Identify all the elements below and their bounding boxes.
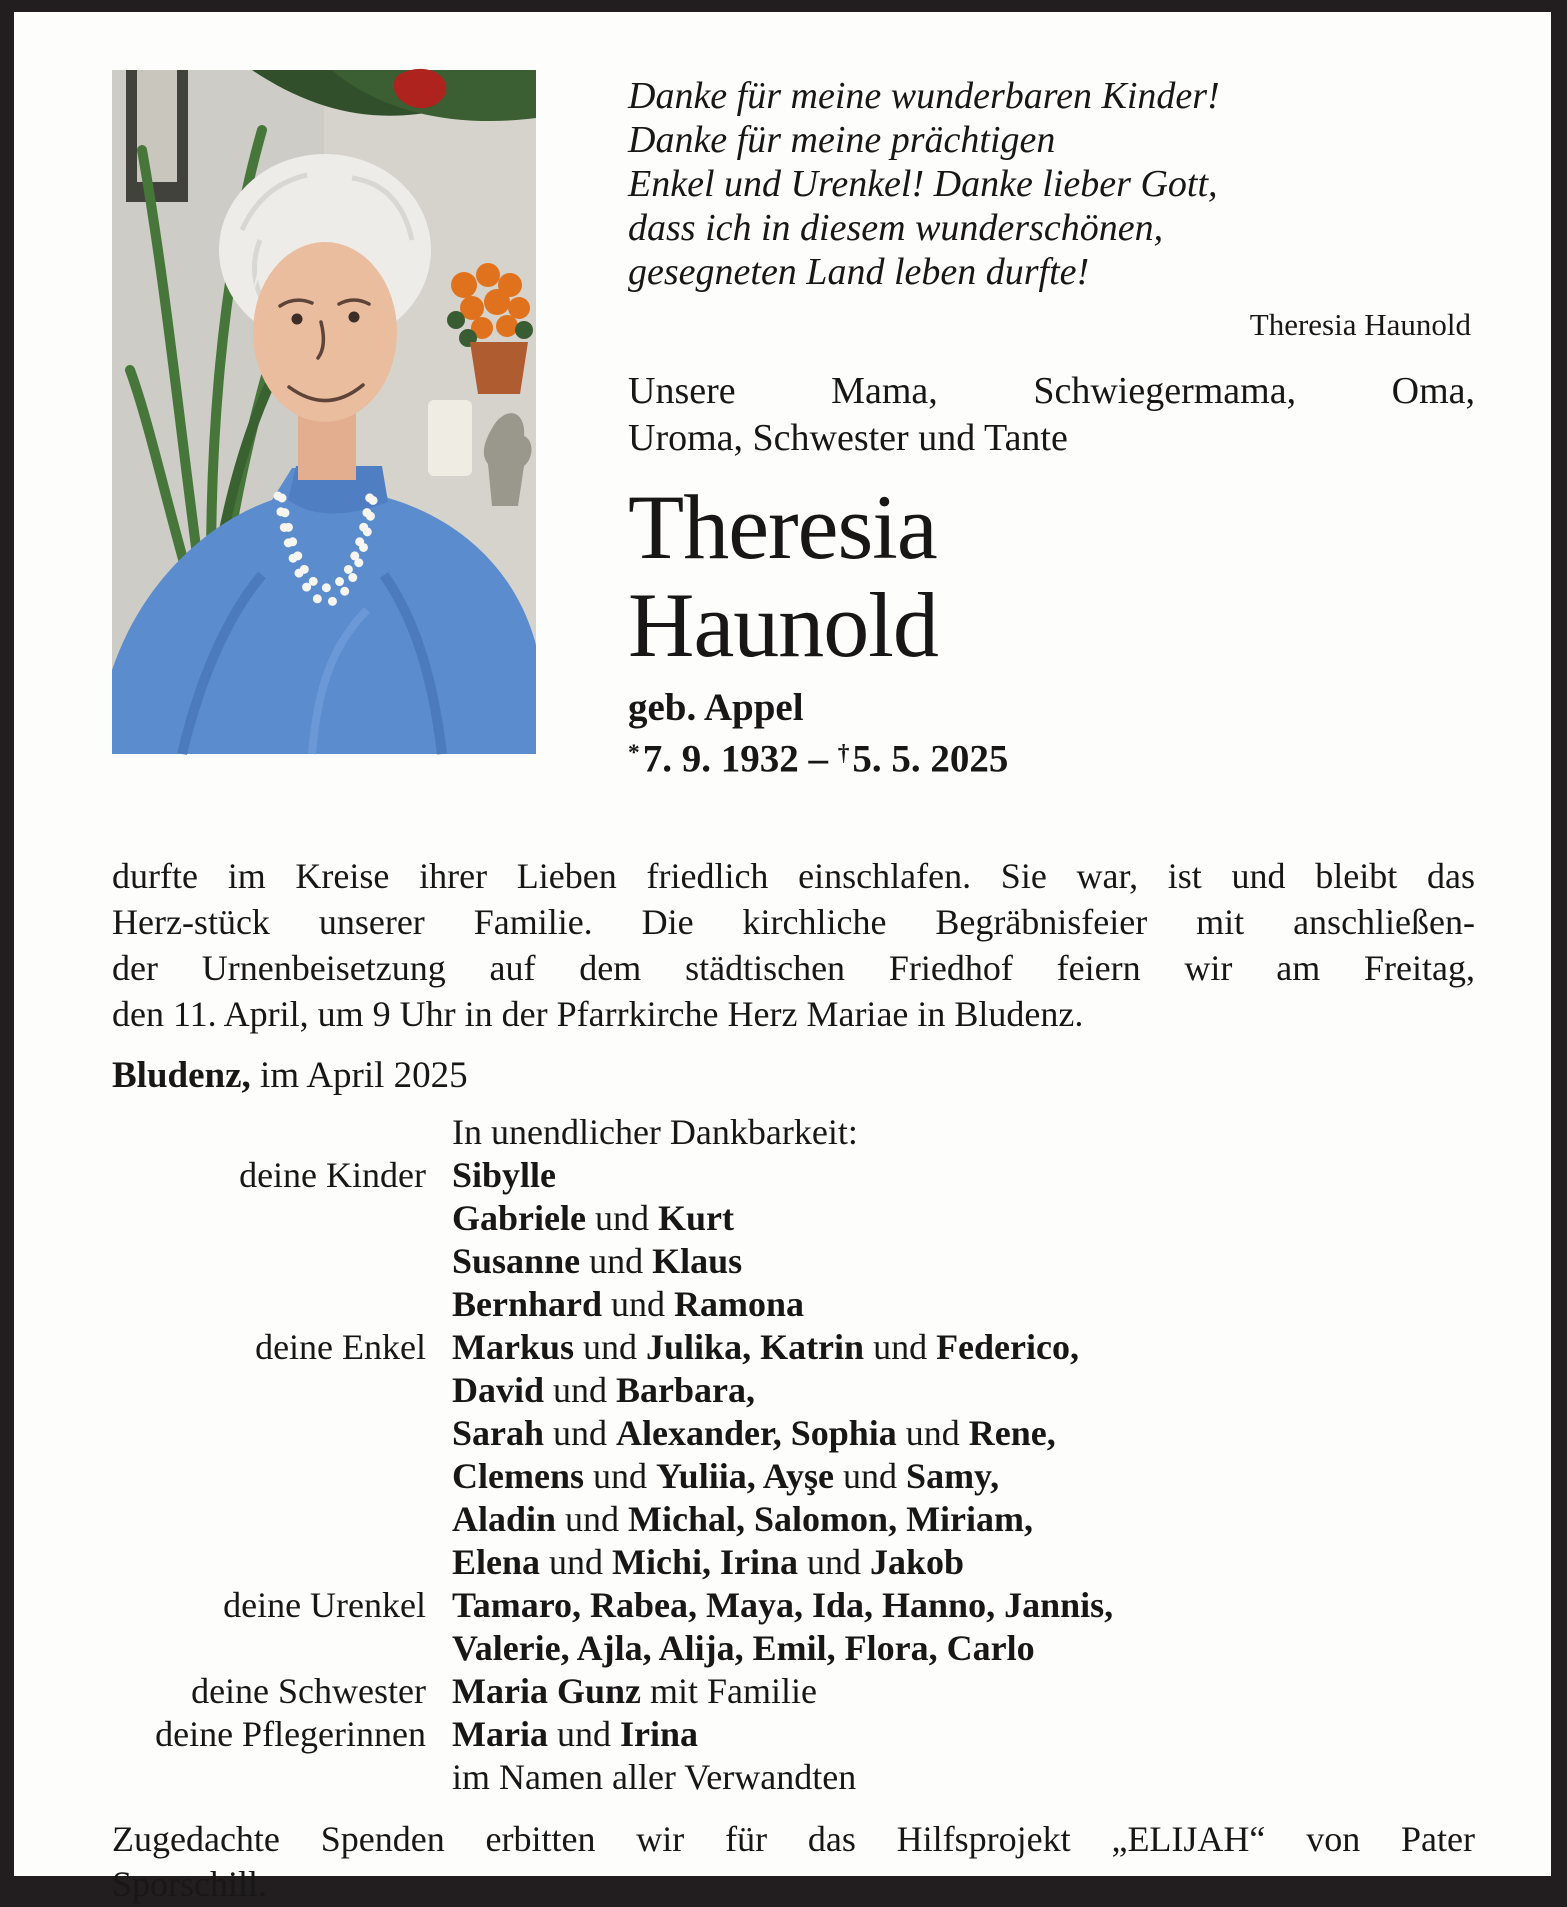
family-names-line: Susanne und Klaus — [452, 1240, 743, 1281]
text-line: Uroma, Schwester und Tante — [628, 417, 1068, 459]
text-line: den 11. April, um 9 Uhr in der Pfarrkirche Herz Mariae in Bludenz. — [112, 993, 1084, 1034]
family-names — [452, 1713, 1475, 1756]
farewell-quote — [628, 74, 1475, 294]
family-role-label — [112, 1756, 426, 1799]
family-names-line: im Namen aller Verwandten — [452, 1756, 857, 1797]
text-line: Zugedachte Spenden erbitten wir für das Hilfsprojekt „ELIJAH“ von Pater — [112, 1818, 1475, 1859]
family-names — [452, 1756, 1475, 1799]
family-names-line: Clemens und Yuliia, Ayşe und Samy, — [452, 1455, 1000, 1496]
deceased-first-name: Theresia — [628, 476, 937, 578]
portrait-photo — [112, 70, 536, 754]
picture-frame-corner — [126, 70, 188, 202]
family-role-label: deine Urenkel — [223, 1584, 426, 1625]
family-names-line: Elena und Michi, Irina und Jakob — [452, 1541, 965, 1582]
quote-attribution: Theresia Haunold — [1249, 307, 1471, 342]
deceased-name — [628, 478, 1475, 674]
family-names-line: Gabriele und Kurt — [452, 1197, 734, 1238]
terracotta-pot — [470, 342, 528, 394]
family-names-line: David und Barbara, — [452, 1369, 756, 1410]
deceased-last-name: Haunold — [628, 574, 938, 676]
family-names-line: In unendlicher Dankbarkeit: — [452, 1111, 858, 1152]
family-names-line: Sibylle — [452, 1154, 557, 1195]
text-line: Danke für meine prächtigen — [628, 119, 1056, 161]
family-names-line: Maria und Irina — [452, 1713, 698, 1754]
text-line: gesegneten Land leben durfte! — [628, 251, 1090, 293]
text-line: Danke für meine wunderbaren Kinder! — [628, 75, 1220, 117]
text-line: Unsere Mama, Schwiegermama, Oma, — [628, 370, 1475, 412]
family-names-line: Bernhard und Ramona — [452, 1283, 805, 1324]
relatives-line — [628, 368, 1475, 462]
family-role-label: deine Schwester — [191, 1670, 426, 1711]
text-line: durfte im Kreise ihrer Lieben friedlich einschlafen. Sie war, ist und bleibt das — [112, 855, 1475, 896]
family-role-label — [112, 1111, 426, 1154]
portrait-photo-illustration — [112, 70, 536, 754]
header-text-column — [628, 70, 1475, 783]
funeral-announcement — [112, 853, 1475, 1037]
family-names — [452, 1154, 1475, 1326]
birth-date: 7. 9. 1932 — [642, 737, 799, 781]
place: Bludenz, — [112, 1054, 251, 1096]
family-names-line: Valerie, Ajla, Alija, Emil, Flora, Carlo — [452, 1627, 1035, 1668]
death-symbol: † — [837, 740, 850, 766]
family-names — [452, 1584, 1475, 1670]
text-line: Herz-stück unserer Familie. Die kirchliche Begräbnisfeier mit anschließen- — [112, 901, 1475, 942]
family-names-line: Maria Gunz mit Familie — [452, 1670, 817, 1711]
birth-symbol: * — [628, 740, 640, 766]
dates-separator: – — [798, 737, 838, 781]
family-role-label: deine Kinder — [239, 1154, 426, 1195]
family-role-label: deine Pflegerinnen — [155, 1713, 426, 1754]
family-names — [452, 1326, 1475, 1584]
text-line: dass ich in diesem wunderschönen, — [628, 207, 1164, 249]
maiden-name: geb. Appel — [628, 686, 804, 729]
date: im April 2025 — [250, 1054, 468, 1096]
family-names-line: Tamaro, Rabea, Maya, Ida, Hanno, Jannis, — [452, 1584, 1114, 1625]
text-line: der Urnenbeisetzung auf dem städtischen Friedhof feiern wir am Freitag, — [112, 947, 1475, 988]
family-names — [452, 1111, 1475, 1154]
header-section — [112, 70, 1475, 783]
family-names-line: Sarah und Alexander, Sophia und Rene, — [452, 1412, 1056, 1453]
family-names-line: Markus und Julika, Katrin und Federico, — [452, 1326, 1079, 1367]
family-names — [452, 1670, 1475, 1713]
text-line: Enkel und Urenkel! Danke lieber Gott, — [628, 163, 1218, 205]
family-list — [112, 1111, 1475, 1799]
place-and-date — [112, 1053, 1475, 1099]
obituary-page — [14, 12, 1551, 1904]
death-date: 5. 5. 2025 — [852, 737, 1009, 781]
donation-note — [112, 1817, 1475, 1907]
life-dates — [628, 730, 1475, 783]
text-line: Sporschill. — [112, 1863, 268, 1904]
white-pot — [428, 400, 472, 476]
family-role-label: deine Enkel — [255, 1326, 426, 1367]
family-names-line: Aladin und Michal, Salomon, Miriam, — [452, 1498, 1034, 1539]
face — [253, 242, 397, 422]
